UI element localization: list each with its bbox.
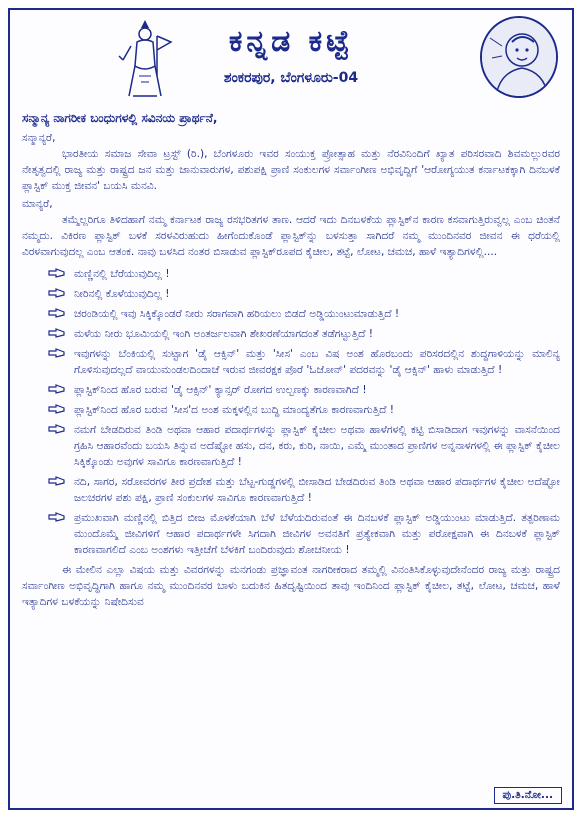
list-item xyxy=(22,286,560,302)
list-item xyxy=(22,346,560,378)
bullet-text: ಪ್ಲಾಸ್ಟಿಕ್‌ನಿಂದ ಹೊರ ಬರುವ 'ಸೀಸ'ದ ಅಂಶ ಮಕ್ಕಳಲ್ಲಿನ ಬುದ್ಧಿ ಮಾಂದ್ಯತೆಗೂ ಕಾರಣವಾಗುತ್ತಿದೆ ! xyxy=(74,404,395,416)
leaflet-title: ಕನ್ನಡ ಕಟ್ಟೆ xyxy=(228,24,354,59)
list-item xyxy=(22,510,560,558)
closing-paragraph: ಈ ಮೇಲಿನ ಎಲ್ಲಾ ವಿಷಯ ಮತ್ತು ವಿವರಗಳನ್ನು ಮನಗಂಡು ಪ್ರಜ್ಞಾವಂತ ನಾಗರೀಕರಾದ ತಮ್ಮಲ್ಲಿ ವಿನಂತಿಸಿಕೊಳ್ಳುವುದೇನೆಂದರ ರಾಜ್ಯ ಮತ್ತು ರಾಷ್ಟ್ರದ ಸರ್ವಾಂಗೀಣ ಅಭಿವೃದ್ಧಿಗಾಗಿ ಹಾಗೂ ನಮ್ಮ ಮುಂದಿನವರ ಬಾಳು ಬದುಕಿನ ಹಿತದೃಷ್ಟಿಯಿಂದ ತಾವು ಇಂದಿನಿಂದ ಪ್ಲಾಸ್ಟಿಕ್ ಕೈಚೀಲ, ತಟ್ಟೆ, ಲೋಟ, ಚಮಚ, ಹಾಳೆ ಇತ್ಯಾದಿಗಳ ಬಳಕೆಯನ್ನು ನಿಷೇದಿಸುವ xyxy=(22,564,560,608)
bullet-text: ನದಿ, ಸಾಗರ, ಸರೋವರಗಳ ತೀರ ಪ್ರದೇಶ ಮತ್ತು ಬೆಟ್ಟ-ಗುಡ್ಡಗಳಲ್ಲಿ ಬೀಸಾಡಿದ ಬೇಡದಿರುವ ತಿಂಡಿ ಅಥವಾ ಆಹಾರ ಪದಾರ್ಥಗಳ ಕೈಚೀಲ ಅದೆಷ್ಟೋ ಜಲಚರಗಳ ಪಶು ಪಕ್ಷಿ, ಪ್ರಾಣಿ ಸಂಕುಲಗಳ ಸಾವಿಗೂ ಕಾರಣವಾಗುತ್ತಿದೆ ! xyxy=(74,476,560,504)
signoff-note: ಪು.ತಿ.ನೋ... xyxy=(494,787,562,804)
list-item xyxy=(22,474,560,506)
bullet-list xyxy=(22,266,560,558)
list-item xyxy=(22,266,560,282)
bullet-text: ಮಣ್ಣಿನಲ್ಲಿ ಬೆರೆಯುವುದಿಲ್ಲ ! xyxy=(74,268,170,280)
list-item xyxy=(22,306,560,322)
pointing-hand-icon xyxy=(48,383,66,395)
leaflet-body xyxy=(22,110,560,610)
leaflet-header xyxy=(10,10,572,108)
list-item xyxy=(22,422,560,470)
salutation: ಸನ್ಮಾನ್ಯರೆ, xyxy=(22,132,56,144)
bullet-text: ಇವುಗಳನ್ನು ಬೆಂಕಿಯಲ್ಲಿ ಸುಟ್ಟಾಗ 'ಡೈ ಆಕ್ಸಿನ್' ಮತ್ತು 'ಸೀಸ' ಎಂಬ ವಿಷ ಅಂಶ ಹೊರಬಂದು ಪರಿಸರದಲ್ಲಿನ ಶುದ್ಧಗಾಳಿಯನ್ನು ಮಾಲಿನ್ಯ ಗೊಳಿಸುವುದಲ್ಲದೆ ವಾಯುಮಂಡಲದಿಂದಾಚೆ ಇರುವ ಜೀವರಕ್ಷಕ ಪೊರೆ 'ಓಜೋನ್' ಪದರವನ್ನು 'ಡೈ ಆಕ್ಸಿನ್' ಹಾಳು ಮಾಡುತ್ತಿದೆ ! xyxy=(74,348,560,376)
pointing-hand-icon xyxy=(48,423,66,435)
pointing-hand-icon xyxy=(48,475,66,487)
intro-paragraph: ಭಾರತೀಯ ಸಮಾಜ ಸೇವಾ ಟ್ರಸ್ಟ್ (ರಿ.), ಬೆಂಗಳೂರು ಇವರ ಸಂಯುಕ್ತ ಪ್ರೋತ್ಸಾಹ ಮತ್ತು ನೆರವಿನಿಂದಿಗೆ ಖ್ಯಾತ ಪರಿಸರವಾದಿ ಶಿವಮಲ್ಲುರವರ ನೇತೃತ್ವದಲ್ಲಿ ರಾಜ್ಯ ಮತ್ತು ರಾಷ್ಟ್ರದ ಜನ ಮತ್ತು ಜಾನುವಾರುಗಳ, ಪಶುಪಕ್ಷಿ ಪ್ರಾಣಿ ಸಂಕುಲಗಳ ಸರ್ವಾಂಗೀಣ ಅಭಿವೃದ್ದಿಗೆ 'ಆರೋಗ್ಯಯುತ ಕರ್ನಾಟಕಕ್ಕಾಗಿ ದಿನಬಳಕೆ ಪ್ಲಾಸ್ಟಿಕ್ ಮುಕ್ತ ಜೀವನ' ಬಯಸಿ ಮನವಿ. xyxy=(22,148,560,192)
leaflet-subtitle: ಶಂಕರಪುರ, ಬೆಂಗಳೂರು-04 xyxy=(223,70,359,86)
pointing-hand-icon xyxy=(48,267,66,279)
pointing-hand-icon xyxy=(48,403,66,415)
greeting-heading: ಸನ್ಮಾನ್ಯ ನಾಗರೀಕ ಬಂಧುಗಳಲ್ಲಿ ಸವಿನಯ ಪ್ರಾರ್ಥನೆ, xyxy=(22,111,218,125)
pointing-hand-icon xyxy=(48,307,66,319)
portrait-medallion-icon xyxy=(480,16,558,98)
list-item xyxy=(22,402,560,418)
context-paragraph: ತಮ್ಮೆಲ್ಲರಿಗೂ ತಿಳಿದಹಾಗೆ ನಮ್ಮ ಕರ್ನಾಟಕ ರಾಜ್ಯ ರಸಭರಿತಗಳ ತಾಣ. ಆದರೆ ಇದು ದಿನಬಳಕೆಯ ಪ್ಲಾಸ್ಟಿಕ್‌ನ ಕಾರಣ ಕಸವಾಗುತ್ತಿರುವ್ವಲ್ಲ ಎಂಬ ಚಿಂತನೆ ನಮ್ಮದು. ವಿಕಿರಣ ಪ್ಲಾಸ್ಟಿಕ್ ಬಳಕೆ ಸರಳವಿರುಹುದು ಹೀಗೆಂದುಕೊಂಡೆ ಪ್ಲಾಸ್ಟಿಕ್‌ನ್ನು ಬಳಸುತ್ತಾ ಸಾಗಿದರೆ ನಮ್ಮ ಮುಂದಿನವರ ಜೀವನ ಈ ಧರೆಯಲ್ಲಿ ವಿರಳವಾಗುವುದಲ್ಲ ಎಂಬ ಆತಂಕ. ನಾವು ಬಳಸಿದ ನಂತರ ಬಿಸಾಡುವ ಪ್ಲಾಸ್ಟಿಕ್‌ರೂಪದ ಕೈಚೀಲ, ತಟ್ಟೆ, ಲೋಟ, ಚಮಚ, ಹಾಳೆ ಇತ್ಯಾದಿಗಳಲ್ಲಿ.... xyxy=(22,214,560,258)
bullet-text: ನಮಗೆ ಬೇಡದಿರುವ ತಿಂಡಿ ಅಥವಾ ಆಹಾರ ಪದಾರ್ಥಗಳನ್ನು ಪ್ಲಾಸ್ಟಿಕ್ ಕೈಚೀಲ ಅಥವಾ ಹಾಳೆಗಳಲ್ಲಿ ಕಟ್ಟಿ ಬಿಸಾಡಿದಾಗ ಇವುಗಳನ್ನು ವಾಸನೆಯಿಂದ ಗ್ರಹಿಸಿ ಆಹಾರವೆಂದು ಬಯಸಿ ತಿನ್ನುವ ಅದೆಷ್ಟೋ ಹಸು, ದನ, ಕರು, ಕುರಿ, ನಾಯಿ, ಎಮ್ಮೆ ಮುಂತಾದ ಪ್ರಾಣಿಗಳ ಅನ್ನನಾಳಗಳಲ್ಲಿ ಈ ಪ್ಲಾಸ್ಟಿಕ್ ಕೈಚೀಲ ಸಿಕ್ಕಿಕ್ಕೊಂಡು ಅವುಗಳ ಸಾವಿಗೂ ಕಾರಣವಾಗುತ್ತಿದೆ ! xyxy=(74,424,560,468)
pointing-hand-icon xyxy=(48,347,66,359)
bullet-text: ಚರಂಡಿಯಲ್ಲಿ ಇವು ಸಿಕ್ಕಿಕ್ಕೊಂಡರೆ ನೀರು ಸರಾಗವಾಗಿ ಹರಿಯಲು ಬಿಡದೆ ಅಡ್ಡಿಯುಂಟುಮಾಡುತ್ತಿದೆ ! xyxy=(74,308,400,320)
bullet-text: ನೀರಿನಲ್ಲಿ ಕೊಳೆಯುವುದಿಲ್ಲ ! xyxy=(74,288,170,300)
pointing-hand-icon xyxy=(48,511,66,523)
list-item xyxy=(22,382,560,398)
bullet-text: ಪ್ಲಾಸ್ಟಿಕ್‌ನಿಂದ ಹೊರ ಬರುವ 'ಡೈ ಆಕ್ಸಿನ್' ಕ್ಯಾನ್ಸರ್ ರೋಗದ ಉಲ್ಬಣಕ್ಕು ಕಾರಣವಾಗಿದೆ ! xyxy=(74,384,367,396)
bullet-text: ಪ್ರಮುಖವಾಗಿ ಮಣ್ಣಿನಲ್ಲಿ ಬಿತ್ತಿದ ಬೀಜ ಮೊಳಕೆಯಾಗಿ ಬೆಳೆ ಬೆಳೆಯದಿರುವಂತೆ ಈ ದಿನಬಳಕೆ ಪ್ಲಾಸ್ಟಿಕ್ ಅಡ್ಡಿಯುಂಟು ಮಾಡುತ್ತಿದೆ. ತತ್ಪರಿಣಾಮ ಮುಂದೊಮ್ಮೆ ಜೀವಿಗಳಿಗೆ ಆಹಾರ ಪದಾರ್ಥಗಳೇ ಸಿಗದಾಗಿ ಜೀವಿಗಳ ಅವನತಿಗೆ ಪ್ರತ್ಯೇಕವಾಗಿ ಮತ್ತು ಪರೋಕ್ಷವಾಗಿ ಈ ದಿನಬಳಕೆ ಪ್ಲಾಸ್ಟಿಕ್ ಕಾರಣವಾಗಲಿದೆ ಎಂಬ ಅಂಶಗಳು ಇತ್ತೀಚೆಗೆ ಬೆಳಕಿಗೆ ಬಂದಿರುವುದು ಶೋಚನೀಯ ! xyxy=(74,512,560,556)
pointing-hand-icon xyxy=(48,327,66,339)
salutation: ಮಾನ್ಯರೆ, xyxy=(22,198,53,210)
list-item xyxy=(22,326,560,342)
bullet-text: ಮಳೆಯ ನೀರು ಭೂಮಿಯಲ್ಲಿ ಇಂಗಿ ಅಂತರ್ಜಲವಾಗಿ ಶೇಖರಣೆಯಾಗದಂತೆ ತಡೆಗಟ್ಟುತ್ತಿದೆ ! xyxy=(74,328,373,340)
leaflet-page xyxy=(8,8,574,810)
pointing-hand-icon xyxy=(48,287,66,299)
